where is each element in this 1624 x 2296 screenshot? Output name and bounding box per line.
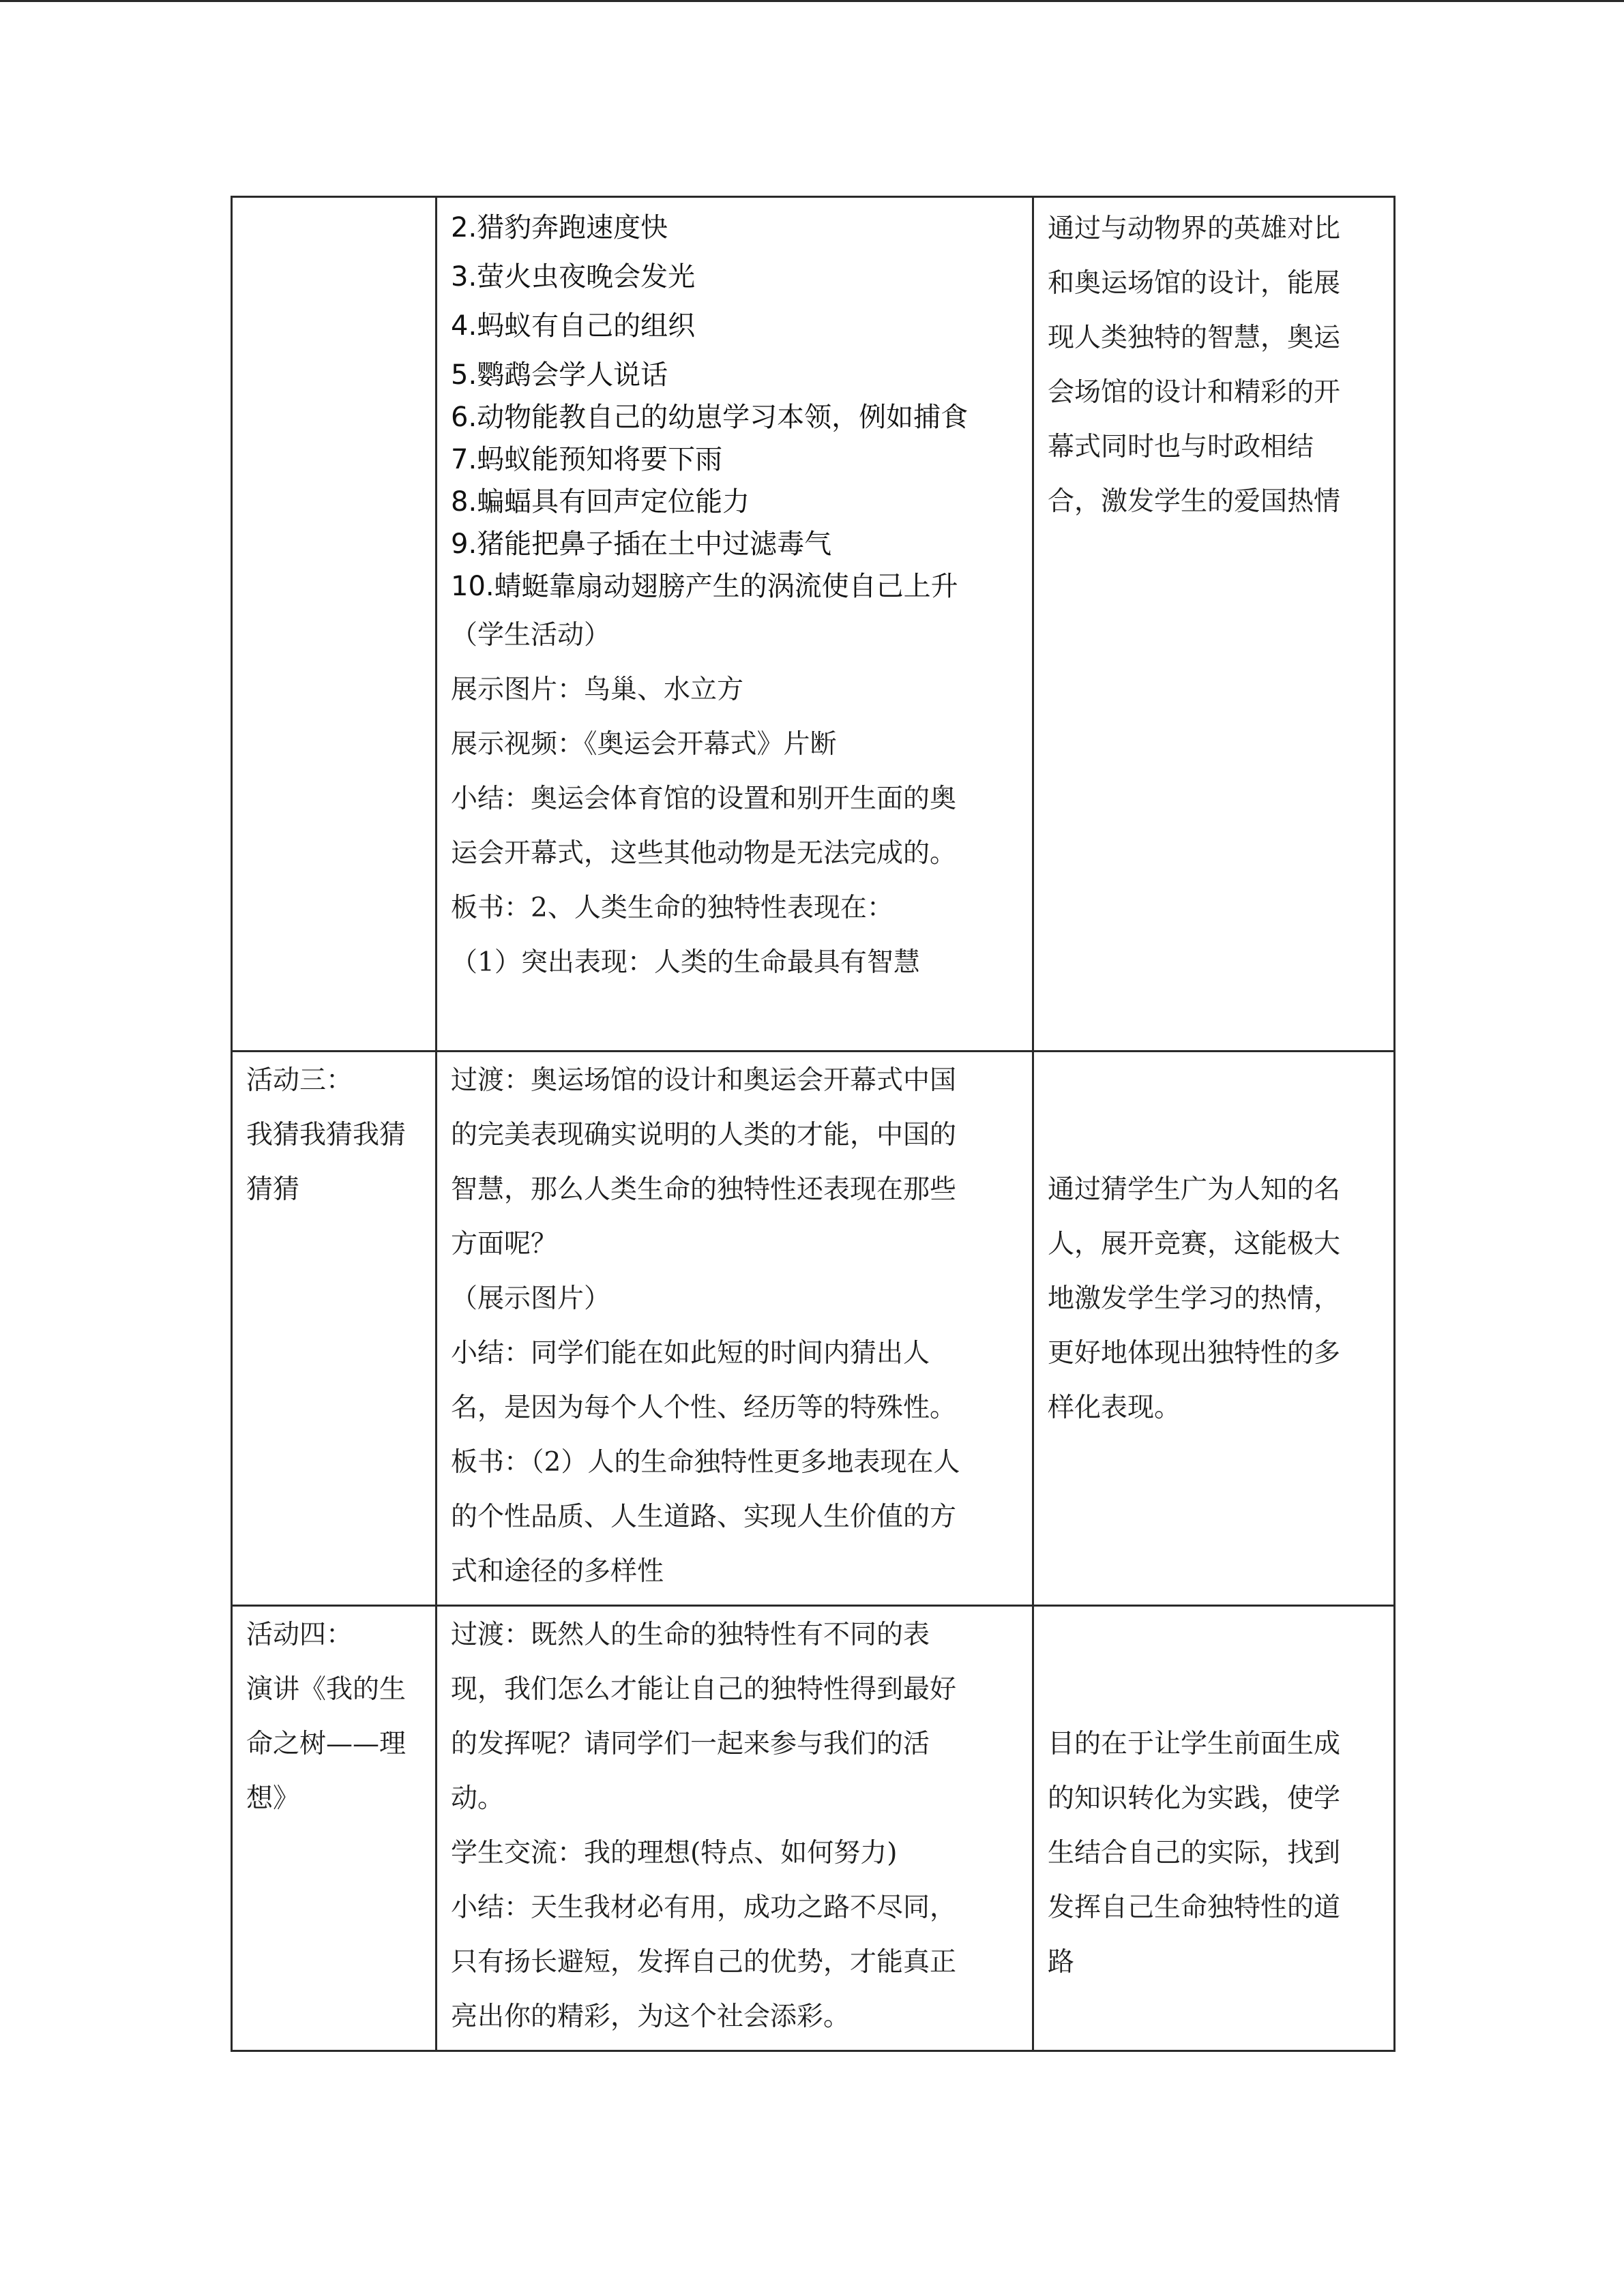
intent-line: 生结合自己的实际，找到 [1048, 1838, 1341, 1868]
intent-line: 发挥自己生命独特性的道 [1048, 1892, 1341, 1923]
process-line: 名，是因为每个人个性、经历等的特殊性。 [451, 1392, 957, 1423]
activity-label: 活动四： [246, 1620, 353, 1650]
process-line: 现，我们怎么才能让自己的独特性得到最好 [451, 1674, 957, 1705]
process-line: 小结：同学们能在如此短的时间内猜出人 [451, 1338, 930, 1369]
activity-label: 活动三： [246, 1065, 353, 1096]
process-line: 方面呢？ [451, 1229, 558, 1259]
process-line: 过渡：奥运场馆的设计和奥运会开幕式中国 [451, 1065, 957, 1096]
activity-label: 演讲《我的生 [246, 1674, 407, 1705]
process-line: 学生交流：我的理想(特点、如何努力) [451, 1838, 898, 1868]
process-line: 的发挥呢？请同学们一起来参与我们的活 [451, 1729, 930, 1759]
activity-cell [232, 1606, 437, 2051]
process-line: （1）突出表现：人类的生命最具有智慧 [451, 947, 920, 978]
intent-line: 会场馆的设计和精彩的开 [1048, 377, 1341, 408]
intent-line: 和奥运场馆的设计，能展 [1048, 268, 1341, 299]
process-line: 3.萤火虫夜晚会发光 [451, 261, 696, 293]
process-cell [437, 1606, 1033, 2051]
activity-cell [232, 1052, 437, 1606]
process-line: （学生活动） [451, 620, 611, 651]
table-row [232, 1606, 1395, 2051]
process-line: 5.鹦鹉会学人说话 [451, 359, 668, 391]
process-line: 亮出你的精彩，为这个社会添彩。 [451, 2001, 851, 2032]
intent-cell [1033, 1606, 1395, 2051]
table-row [232, 197, 1395, 1052]
process-line: 4.蚂蚁有自己的组织 [451, 310, 696, 342]
intent-line: 更好地体现出独特性的多 [1048, 1338, 1341, 1369]
process-line: 板书：（2）人的生命独特性更多地表现在人 [451, 1447, 960, 1478]
intent-line: 幕式同时也与时政相结 [1048, 432, 1314, 462]
process-line: 小结：天生我材必有用，成功之路不尽同， [451, 1892, 957, 1923]
page-top-border [0, 0, 1624, 2]
activity-label: 想》 [246, 1783, 300, 1814]
activity-label: 我猜我猜我猜 [246, 1120, 407, 1150]
intent-line: 合，激发学生的爱国热情 [1048, 486, 1341, 517]
process-line: 10.蜻蜓靠扇动翅膀产生的涡流使自己上升 [451, 571, 958, 602]
process-line: 式和途径的多样性 [451, 1556, 664, 1587]
activity-label: 猜猜 [246, 1174, 300, 1205]
process-line: 过渡：既然人的生命的独特性有不同的表 [451, 1620, 930, 1650]
process-line: （展示图片） [451, 1283, 611, 1314]
process-line: 小结：奥运会体育馆的设置和别开生面的奥 [451, 784, 957, 814]
process-line: 板书：2、人类生命的独特性表现在： [451, 893, 894, 923]
intent-line: 路 [1048, 1947, 1075, 1978]
process-line: 的完美表现确实说明的人类的才能，中国的 [451, 1120, 957, 1150]
table-row [232, 1052, 1395, 1606]
process-line: 2.猎豹奔跑速度快 [451, 212, 668, 243]
process-cell [437, 197, 1033, 1052]
process-line: 智慧，那么人类生命的独特性还表现在那些 [451, 1174, 957, 1205]
activity-label: 命之树——理 [246, 1729, 407, 1759]
intent-line: 目的在于让学生前面生成 [1048, 1729, 1341, 1759]
process-line: 8.蝙蝠具有回声定位能力 [451, 486, 750, 518]
process-line: 的个性品质、人生道路、实现人生价值的方 [451, 1502, 957, 1532]
lesson-plan-table [231, 196, 1396, 2052]
process-line: 7.蚂蚁能预知将要下雨 [451, 444, 723, 475]
intent-line: 现人类独特的智慧，奥运 [1048, 323, 1341, 353]
process-cell [437, 1052, 1033, 1606]
process-line: 展示图片：鸟巢、水立方 [451, 674, 744, 705]
intent-line: 样化表现。 [1048, 1392, 1181, 1423]
intent-line: 通过与动物界的英雄对比 [1048, 213, 1341, 244]
intent-cell [1033, 197, 1395, 1052]
process-line: 运会开幕式，这些其他动物是无法完成的。 [451, 838, 957, 869]
activity-cell [232, 197, 437, 1052]
process-line: 9.猪能把鼻子插在土中过滤毒气 [451, 528, 832, 560]
intent-line: 人，展开竞赛，这能极大 [1048, 1229, 1341, 1259]
intent-line: 的知识转化为实践，使学 [1048, 1783, 1341, 1814]
process-line: 6.动物能教自己的幼崽学习本领，例如捕食 [451, 402, 969, 433]
process-line: 动。 [451, 1783, 505, 1814]
intent-line: 地激发学生学习的热情， [1048, 1283, 1341, 1314]
intent-cell [1033, 1052, 1395, 1606]
process-line: 只有扬长避短，发挥自己的优势，才能真正 [451, 1947, 957, 1978]
intent-line: 通过猜学生广为人知的名 [1048, 1174, 1341, 1205]
process-line: 展示视频：《奥运会开幕式》片断 [451, 729, 837, 760]
